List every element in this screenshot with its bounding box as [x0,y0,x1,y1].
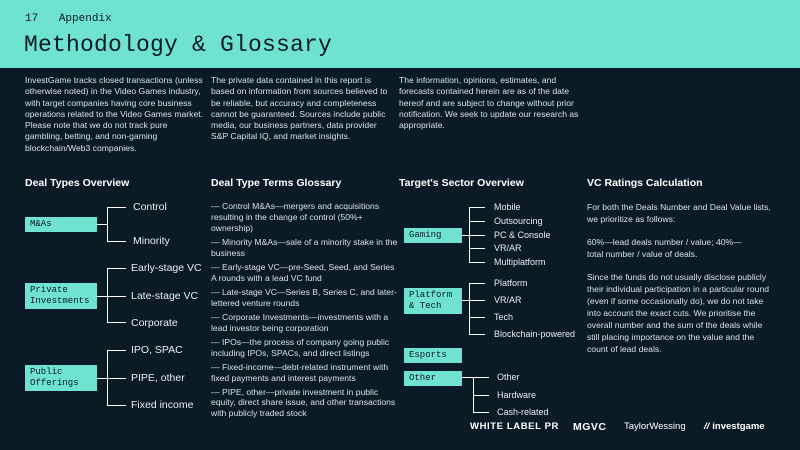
sector-item-other: Other [497,372,520,382]
page-number: 17 [25,13,39,25]
sector-item-blockchain-powered: Blockchain-powered [494,329,576,339]
deal-tag-mas: M&As [25,217,97,232]
sector-item-tech: Tech [494,312,514,322]
sectors-title: Target's Sector Overview [399,177,524,189]
deal-item-late-stage-vc: Late-stage VC [131,290,199,302]
logo-investgame-text: investgame [712,421,765,432]
sector-tag-gaming: Gaming [404,228,462,243]
section-name: Appendix [58,13,112,25]
intro-paragraph-1: InvestGame tracks closed transactions (unless otherwise noted) in the Video Games industry, with target companies having core business operations related to the Video Games market. Please note that we do not track pure gambling, betting, and non-gaming blockchain/Web3 companies. [25,75,204,153]
sector-tag-platform-tech: Platform & Tech [404,288,462,314]
deal-item-control: Control [133,201,167,213]
deal-item-fixed-income: Fixed income [131,399,194,411]
glossary-item: — PIPE, other—private investment in public equity, direct share issue, and other transactions with publicly traded stock [211,386,396,419]
vc-title: VC Ratings Calculation [587,177,703,189]
vc-paragraph-1: For both the Deals Number and Deal Value lists, we prioritize as follows: [587,202,771,224]
deal-item-early-stage-vc: Early-stage VC [131,262,202,274]
glossary-item: — Minority M&As—sale of a minority stake in the business [211,236,398,258]
logo-taylorwessing: TaylorWessing [624,421,686,432]
vc-paragraph-2: 60%—lead deals number / value; 40%—total number / value of deals. [587,237,742,259]
sector-item-cash-related: Cash-related [497,407,549,417]
deal-tag-public-offerings: Public Offerings [25,365,97,391]
glossary-item: — Corporate Investments—investments with a lead investor being corporation [211,311,389,333]
sector-item-multiplatform: Multiplatform [494,257,546,267]
sector-item-platform: Platform [494,278,528,288]
glossary-item: — IPOs—the process of company going public including IPOs, SPACs, and direct listings [211,336,390,358]
logo-investgame [704,421,765,432]
sector-tag-other: Other [404,371,462,386]
intro-paragraph-2: The private data contained in this report is based on information from sources believed to be reliable, but accuracy and completeness cannot be guaranteed. Sources include public media, our business partners, data provider S&P Capital IQ, and market insights. [211,75,388,142]
sector-item-pc-console: PC & Console [494,230,551,240]
investgame-mark-icon: // [704,421,710,432]
glossary-list [211,201,399,422]
sector-tag-esports: Esports [404,348,462,363]
deal-item-corporate: Corporate [131,317,178,329]
header-band [0,0,800,68]
sector-item-hardware: Hardware [497,390,537,400]
deal-tag-private-investments: Private Investments [25,283,97,309]
deal-item-ipo-spac: IPO, SPAC [131,344,183,356]
sector-item-vr-ar-2: VR/AR [494,295,522,305]
header-meta [25,13,126,25]
deal-types-title: Deal Types Overview [25,177,130,189]
vc-paragraph-3: Since the funds do not usually disclose publicly their individual participation in a particular round (even if some occasionally do), we do not take into account the exact cuts. We prioritise the overall number and the sum of the deals while still placing importance on the value and the count of lead deals. [587,272,770,354]
deal-item-minority: Minority [133,235,170,247]
glossary-item: — Late-stage VC—Series B, Series C, and later-lettered venture rounds [211,286,397,308]
logo-white-label-pr: WHITE LABEL PR [470,421,559,432]
glossary-title: Deal Type Terms Glossary [211,177,342,189]
glossary-item: — Early-stage VC—pre-Seed, Seed, and Series A rounds with a lead VC fund [211,261,395,283]
page-title: Methodology & Glossary [24,32,333,58]
sector-item-outsourcing: Outsourcing [494,216,543,226]
deal-item-pipe-other: PIPE, other [131,372,185,384]
glossary-item: — Control M&As—mergers and acquisitions resulting in the change of control (50%+ ownership) [211,201,380,233]
glossary-item: — Fixed-income—debt-related instrument with fixed payments and interest payments [211,361,389,383]
logo-mgvc: MGVC [573,421,607,433]
sector-item-vr-ar: VR/AR [494,243,522,253]
sector-item-mobile: Mobile [494,202,521,212]
intro-paragraph-3: The information, opinions, estimates, and forecasts contained herein are as of the date hereof and are subject to change without prior notification. We seek to update our research as appropriate. [399,75,579,131]
